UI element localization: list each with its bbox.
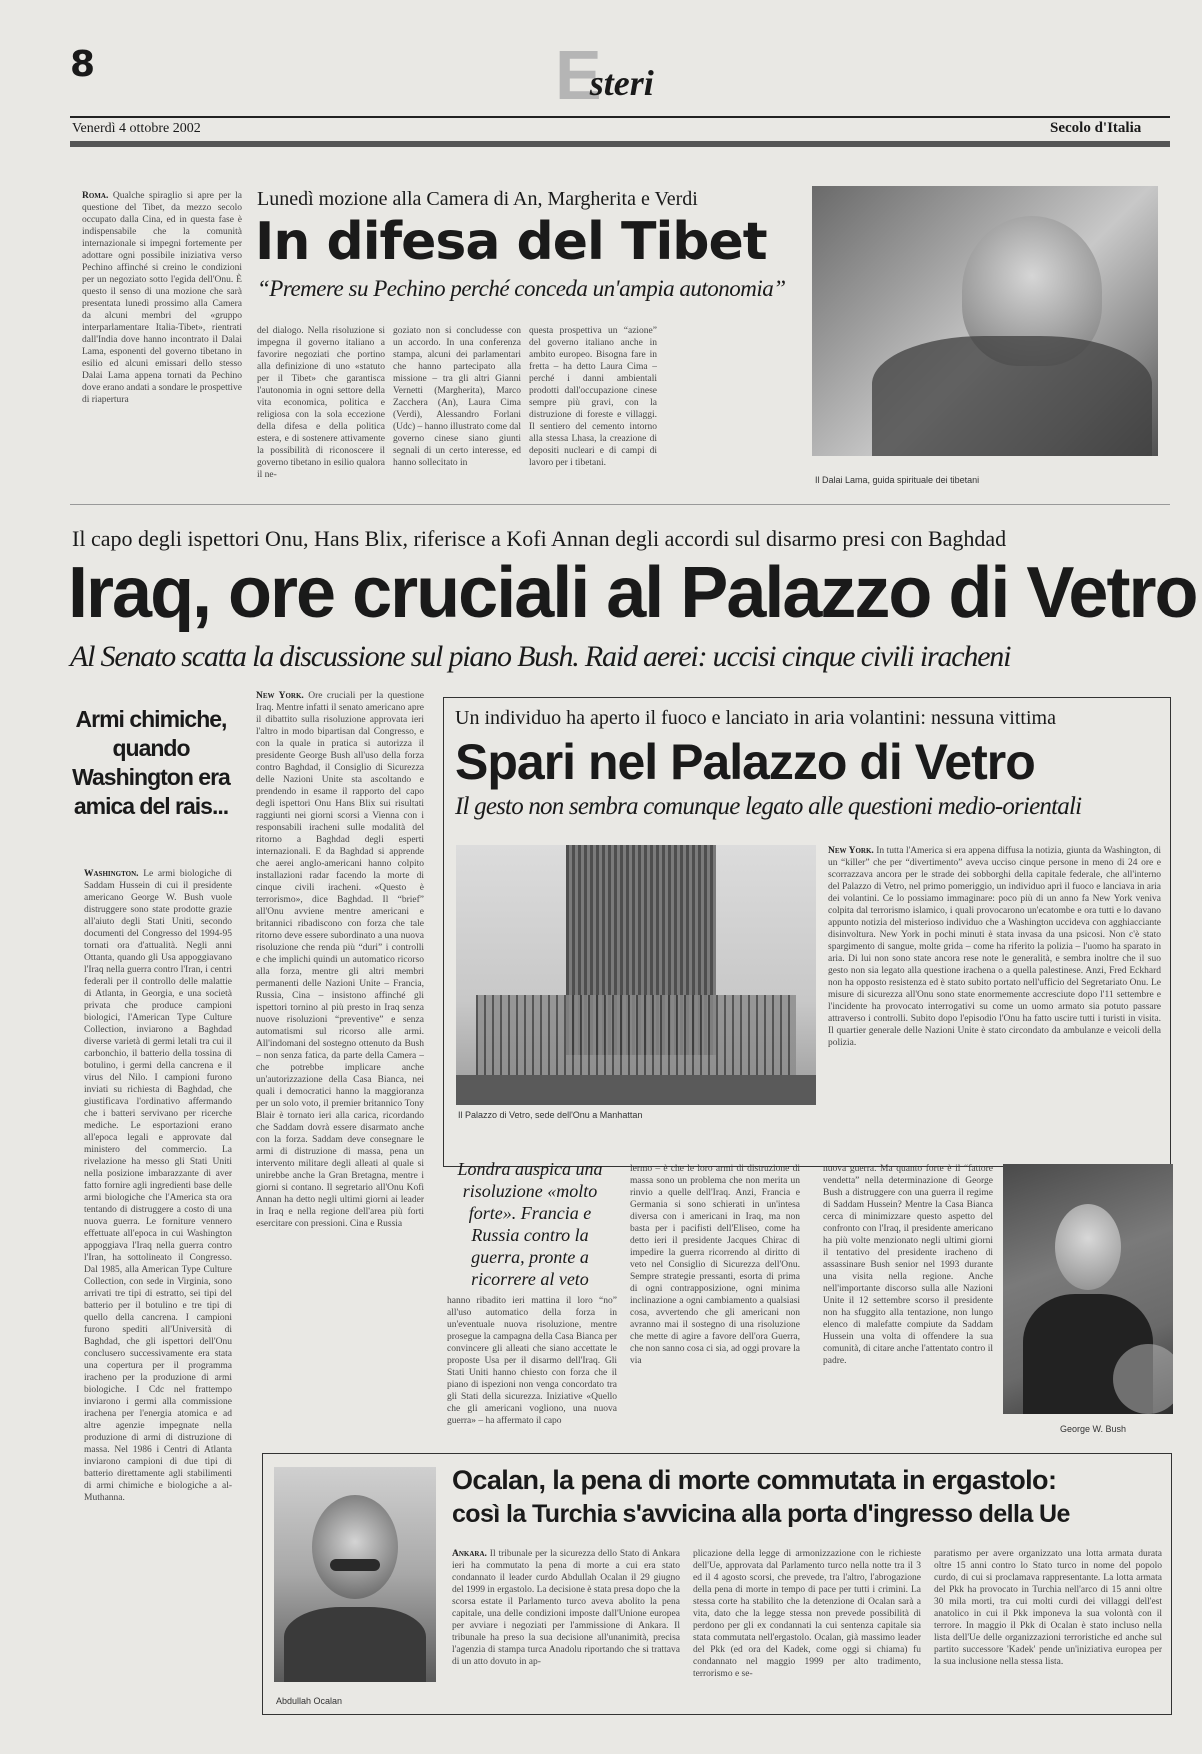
ocalan-col2: plicazione della legge di armonizzazione con le richieste dell'Ue, approvata dal Parlamento turco nella notte tra il 3 ed il 4 agosto scorsi, che prevede, tra l'altro, l'abrogazione della pena di morte in tempo di pace per tutti i crimini. La stessa corte ha stabilito che la detenzione di Ocalan sarà a vita, dato che la legge stessa non prevede possibilità di perdono per gli ex condannati la cui sentenza capitale sia stata commutata nell'ergastolo. Ocalan, già massimo leader del Pkk (ed ora del Kadek, come oggi si chiama) fu condannato nel maggio 1999 per alto tradimento, terrorismo e se- [693, 1549, 921, 1679]
londra-col1: hanno ribadito ieri mattina il loro “no” all'uso automatico della forza in un'eventuale nuova risoluzione, mentre prosegue la campagna della Casa Bianca per convincere gli alleati che siano accettate le proposte Usa per il disarmo dell'Iraq. Gli Stati Uniti hanno chiesto con forza che il piano di ispezioni non venga concordato tra gli Stati della sicurezza. Iniziative «Quello che gli americani vogliono, una nuova guerra» – ha affermato il capo [447, 1296, 617, 1426]
ocalan-caption: Abdullah Ocalan [276, 1696, 343, 1706]
londra-col2: lermo – è che le loro armi di distruzione di massa sono un problema che non merita un rinvio a quelle dell'Iraq. Anzi, Francia e Germania si sono schierati in un'intesa diversa con i americani in Iraq, ma non basta per i pacifisti dell'Eliseo, come ha detto ieri il presidente Jacques Chirac di impedire la guerra ricorrendo al diritto di veto nel Consiglio di Sicurezza dell'Onu. Sempre strategie pressanti, esorta di prima di ogni contrapposizione, ogni minima inclinazione a ogni cambiamento a qualsiasi cosa, avvertendo che gli americani non avranno mai il sostegno di una risoluzione che mette di agire a favore dell'ora Guerra, che non sanno cosa ci sia, ad oggi provare la via [630, 1164, 800, 1366]
chemical-dateline: Washington. [84, 869, 139, 879]
section-title [555, 36, 654, 120]
iraq-kicker: Il capo degli ispettori Onu, Hans Blix, riferisce a Kofi Annan degli accordi sul disarmo presi con Baghdad [72, 526, 1007, 551]
newyork-dateline: New York. [256, 691, 304, 701]
ocalan-photo [274, 1467, 436, 1682]
ocalan-dateline: Ankara. [452, 1549, 487, 1559]
iraq-headline: Iraq, ore cruciali al Palazzo di Vetro [68, 553, 1197, 633]
chemical-headline: Armi chimiche, quando Washington era amica del rais... [72, 706, 230, 819]
tibet-col2: goziato non si concludesse con un accordo. In una conferenza stampa, alcuni dei parlamentari che hanno partecipato alla missione – tra gli altri Gianni Vernetti (Margherita), Marco Zacchera (An), Laura Cima (Verdi), Alessandro Forlani (Udc) – hanno illustrato come dal governo cinese siano giunti segnali di un certo interesse, ed hanno sollecitato in [393, 326, 521, 468]
paper-name: Secolo d'Italia [1050, 120, 1142, 136]
londra-headline: Londra auspica una risoluzione «molto forte». Francia e Russia contro la guerra, pronte a ricorrere al veto [457, 1159, 603, 1289]
un-building-caption: Il Palazzo di Vetro, sede dell'Onu a Manhattan [458, 1110, 643, 1120]
tibet-intro [82, 190, 242, 490]
dalai-lama-caption: Il Dalai Lama, guida spirituale dei tibetani [815, 475, 980, 485]
spari-headline: Spari nel Palazzo di Vetro [455, 734, 1035, 790]
spari-text: In tutta l'America si era appena diffusa la notizia, giunta da Washington, di un “killer” che per “divertimento” aveva ucciso cinque persone in meno di 24 ore e scorrazzava ancora per le strade dei sobborghi della capitale federale, che all'interno del Palazzo di Vetro, nel primo pomeriggio, un individuo aprì il fuoco e lanciava in aria dei volantini. Ce lo possiamo immaginare: poco più di un anno fa New York veniva colpita dal terrorismo islamico, i quali provocarono un'ecatombe e ora tutti e lo davano appunto notizia del misterioso individuo che a Washington uccideva con agghiacciante disinvoltura. New York in pochi minuti è stata invasa da una psicosi. Non c'è stato spargimento di sangue, molte grida – come ha riferito la polizia – l'uomo ha sparato in aria. Di lui non sono state ancora rese note le generalità, e sembra inoltre che il suo gesto non sia legato alla questione irachena o a quella palestinese. Anzi, Fred Eckhard non ha opposto resistenza ed è stato subito portato nell'ufficio del Segretariato Onu. Le misure di sicurezza all'Onu sono state enormemente accresciute dopo l'11 settembre e l'incidente ha provocato interrogativi su come un uomo armato sia potuto passare attraverso i controlli. Subito dopo l'episodio l'Onu ha fatto uscire tutti i turisti in visita. Il quartier generale delle Nazioni Unite è stato circondato da ambulanze e veicoli della polizia. [828, 846, 1161, 1048]
header-rule-bottom [70, 141, 1170, 147]
newyork-article [256, 690, 424, 1430]
tibet-dateline: Roma. [82, 191, 109, 201]
ocalan-col1 [452, 1548, 680, 1710]
dalai-lama-photo [812, 186, 1158, 456]
chemical-article [84, 868, 232, 1708]
ocalan-col1-text: Il tribunale per la sicurezza dello Stato di Ankara ieri ha commutato la pena di morte a cui era stato condannato il leader curdo Abdullah Ocalan il 29 giugno del 1999 in ergastolo. La decisione è stata presa dopo che la scorsa estate il Parlamento turco aveva abolito la pena capitale, una delle condizioni imposte dall'Unione europea per avviare i negoziati per l'ammissione di Ankara. Il tribunale ha preso la sua decisione all'unanimità, precisa l'agenzia di stampa turca Anadolu riportando che si trattava di un atto dovuto in ap- [452, 1549, 680, 1667]
header-date: Venerdì 4 ottobre 2002 [72, 121, 201, 136]
tibet-kicker: Lunedì mozione alla Camera di An, Margherita e Verdi [257, 188, 698, 210]
tibet-headline: In difesa del Tibet [255, 212, 767, 272]
ocalan-headline [452, 1463, 1164, 1531]
tibet-bottom-rule [70, 504, 1170, 505]
bush-photo [1003, 1164, 1173, 1414]
section-initial: E [555, 36, 602, 114]
ocalan-headline-line2: così la Turchia s'avvicina alla porta d'ingresso della Ue [452, 1500, 1070, 1528]
spari-subhead: Il gesto non sembra comunque legato alle questioni medio-orientali [455, 793, 1082, 820]
page-number: 8 [70, 44, 96, 85]
spari-kicker: Un individuo ha aperto il fuoco e lanciato in aria volantini: nessuna vittima [455, 707, 1056, 729]
iraq-subhead: Al Senato scatta la discussione sul piano Bush. Raid aerei: uccisi cinque civili iracheni [70, 640, 1011, 673]
ocalan-col3: paratismo per avere organizzato una lotta armata durata oltre 15 anni contro lo Stato turco in nome del popolo curdo, di cui si proclamava rappresentante. La lotta armata del Pkk ha provocato in Turchia nell'arco di 15 anni oltre 30 mila morti, tra cui molti curdi dei villaggi dell'est anatolico in cui il Pkk imponeva la sua volontà con il terrore. In maggio il Pkk di Ocalan è stato incluso nella lista dell'Ue delle organizzazioni terroristiche ed anche sul partito successore 'Kadek' pende un'iniziativa europea per la sua inclusione nella stessa lista. [934, 1549, 1162, 1667]
spari-article [828, 845, 1161, 1140]
tibet-intro-text: Qualche spiraglio si apre per la questione del Tibet, da mezzo secolo occupato dalla Cina, ed in questa fase è indispensabile che la comunità internazionale si impegni fortemente per adottare ogni possibile iniziativa verso Pechino affinché si creino le condizioni per un negoziato sotto l'egida dell'Onu. È questo il senso di una mozione che sarà presentata lunedì prossimo alla Camera da alcuni membri del «gruppo interparlamentare Italia-Tibet», rientrati dall'India dove hanno incontrato il Dalai Lama, esponenti del governo tibetano in esilio ed alcuni emissari dello stesso Dalai Lama appena tornati da Pechino dove erano andati a sondare le prospettive di riapertura [82, 191, 242, 405]
newyork-text: Ore cruciali per la questione Iraq. Mentre infatti il senato americano apre il dibattito sulla risoluzione approvata ieri l'altro in modo bipartisan dal Congresso, e con la quale in pratica si autorizza il presidente George Bush all'uso della forza contro Baghdad, il Consiglio di Sicurezza delle Nazioni Unite sta ascoltando e prendendo in esame il rapporto del capo degli ispettori Onu Hans Blix sui risultati raggiunti nei giorni scorsi a Vienna con i responsabili iracheni sulle modalità del ritorno a Baghdad degli esperti internazionali. E da Baghdad si apprende che aerei anglo-americani hanno colpito installazioni radar facendo la morte di cinque civili iracheni. «Questo è terrorismo», dice Baghdad. Il “brief” all'Onu avviene mentre americani e britannici ribadiscono con forza che tale ritorno deve essere subordinato a una nuova risoluzione che renda più “duri” i controlli e che implichi quindi un automatico ricorso alla forza, mentre gli altri membri permanenti delle Nazioni Unite – Francia, Russia, Cina – insistono affinché gli ispettori tornino al più presto in Iraq senza nuove risoluzioni “preventive” e senza automatismi sul ricorso alle armi. All'indomani del sostegno ottenuto da Bush – non senza fatica, da parte della Camera – che potrebbe implicare anche un'autorizzazione della Casa Bianca, nei quali i democratici hanno la maggioranza per un solo voto, il premier britannico Tony Blair è tornato ieri alla carica, ricordando che Saddam dovrà essere disarmato anche con la forza. Saddam deve consegnare le armi di distruzione di massa, pena un intervento militare degli alleati al quale si unirebbe anche la Gran Bretagna, mentre i giorni si contano. Il segretario all'Onu Kofi Annan ha detto negli ultimi giorni ai leader in Iraq e nella regione dell'area più forti esercitare con pressioni. Cina e Russia [256, 691, 424, 1229]
tibet-col1: del dialogo. Nella risoluzione si impegna il governo italiano a favorire negoziati che portino alla definizione di uno «statuto per il Tibet» che garantisca l'autonomia in ogni settore della vita economica, politica e religiosa con la sola eccezione della difesa e della politica estera, e di sostenere attivamente la possibilità di riconoscere il governo tibetano in esilio qualora il ne- [257, 326, 385, 480]
un-building-photo [456, 845, 816, 1105]
tibet-subhead: “Premere su Pechino perché conceda un'ampia autonomia” [257, 276, 786, 301]
londra-col3: nuova guerra. Ma quanto forte è il “fattore vendetta” nella determinazione di George Bush a distruggere con una guerra il regime di Saddam Hussein? Mentre la Casa Bianca cerca di minimizzare questo aspetto del confronto con l'Iraq, il presidente americano ha più volte menzionato negli ultimi giorni il tentativo del presidente iracheno di assassinare Bush senior nel 1993 durante una visita nella regione. Anche nell'importante discorso sulla alle Nazioni Unite il 12 settembre scorso il presidente non ha sfuggito alla tentazione, non lungo elenco di malefatte compiute da Saddam Hussein una volta di offendere la sua comunità, di citare anche l'attentato contro il padre. [823, 1164, 993, 1366]
spari-dateline: New York. [828, 846, 874, 856]
header-rule-top [70, 116, 1170, 118]
section-rest: steri [589, 63, 654, 103]
chemical-text: Le armi biologiche di Saddam Hussein di cui il presidente americano George W. Bush vuole distruggere sono state prodotte grazie all'aiuto degli Stati Uniti, secondo documenti del Congresso del 1994-95 tornati ora d'attualità. Negli anni Ottanta, quando gli Usa appoggiavano l'Iraq nella guerra contro l'Iran, i centri federali per il controllo delle malattie di Atlanta, in Georgia, e una società privata che produce campioni biologici, l'American Type Culture Collection, inviarono a Baghdad diverse varietà di germi letali tra cui il carbonchio, il batterio della tossina di botulino, i germi della cancrena e il virus del Nilo. I campioni furono inviati su richiesta di Baghdad, che giustificava l'ordinativo affermando che i batteri servivano per ricerche mediche. Le esportazioni erano all'epoca legali e approvate dal ministero del commercio. La rivelazione ha messo gli Stati Uniti nella posizione imbarazzante di aver fatto fornire agli ingredienti base delle armi biologiche che l'America sta ora tentando di distruggere a costo di una nuova guerra. Le forniture vennero effettuate all'epoca in cui Washington appoggiava l'Iraq nella guerra contro l'Iran, ha sottolineato il Congresso. Dal 1985, alla American Type Culture Collection, con sede in Virginia, sono arrivati tre tipi di estratto, sei tipi del batterio per il botulino e tre tipi di quello della cancrena. I campioni furono spediti all'Università di Baghdad, che gli ispettori dell'Onu conclusero successivamente era stata una copertura per il programma iracheno per la produzione di armi biologiche. I Cdc nel frattempo inviarono i germi alla commissione irachena per l'energia atomica e ad altre agenzie impegnate nella produzione di armi di distruzione di massa. Nel 1986 i Centri di Atlanta inviarono campioni di due tipi di batterio direttamente agli stabilimenti di armi chimiche e biologiche a al-Muthanna. [84, 869, 232, 1503]
bush-caption: George W. Bush [1060, 1424, 1127, 1434]
ocalan-headline-line1: Ocalan, la pena di morte commutata in ergastolo: [452, 1465, 1057, 1495]
tibet-col3: questa prospettiva un “azione” del governo italiano anche in ambito europeo. Bisogna fare in fretta – ha detto Laura Cima – perché i danni ambientali prodotti dall'occupazione cinese sempre più gravi, con la distruzione di foreste e villaggi. Il sentiero del cemento intorno alla stessa Lhasa, la creazione di depositi nucleari e di campi di lavoro per i tibetani. [529, 326, 657, 468]
